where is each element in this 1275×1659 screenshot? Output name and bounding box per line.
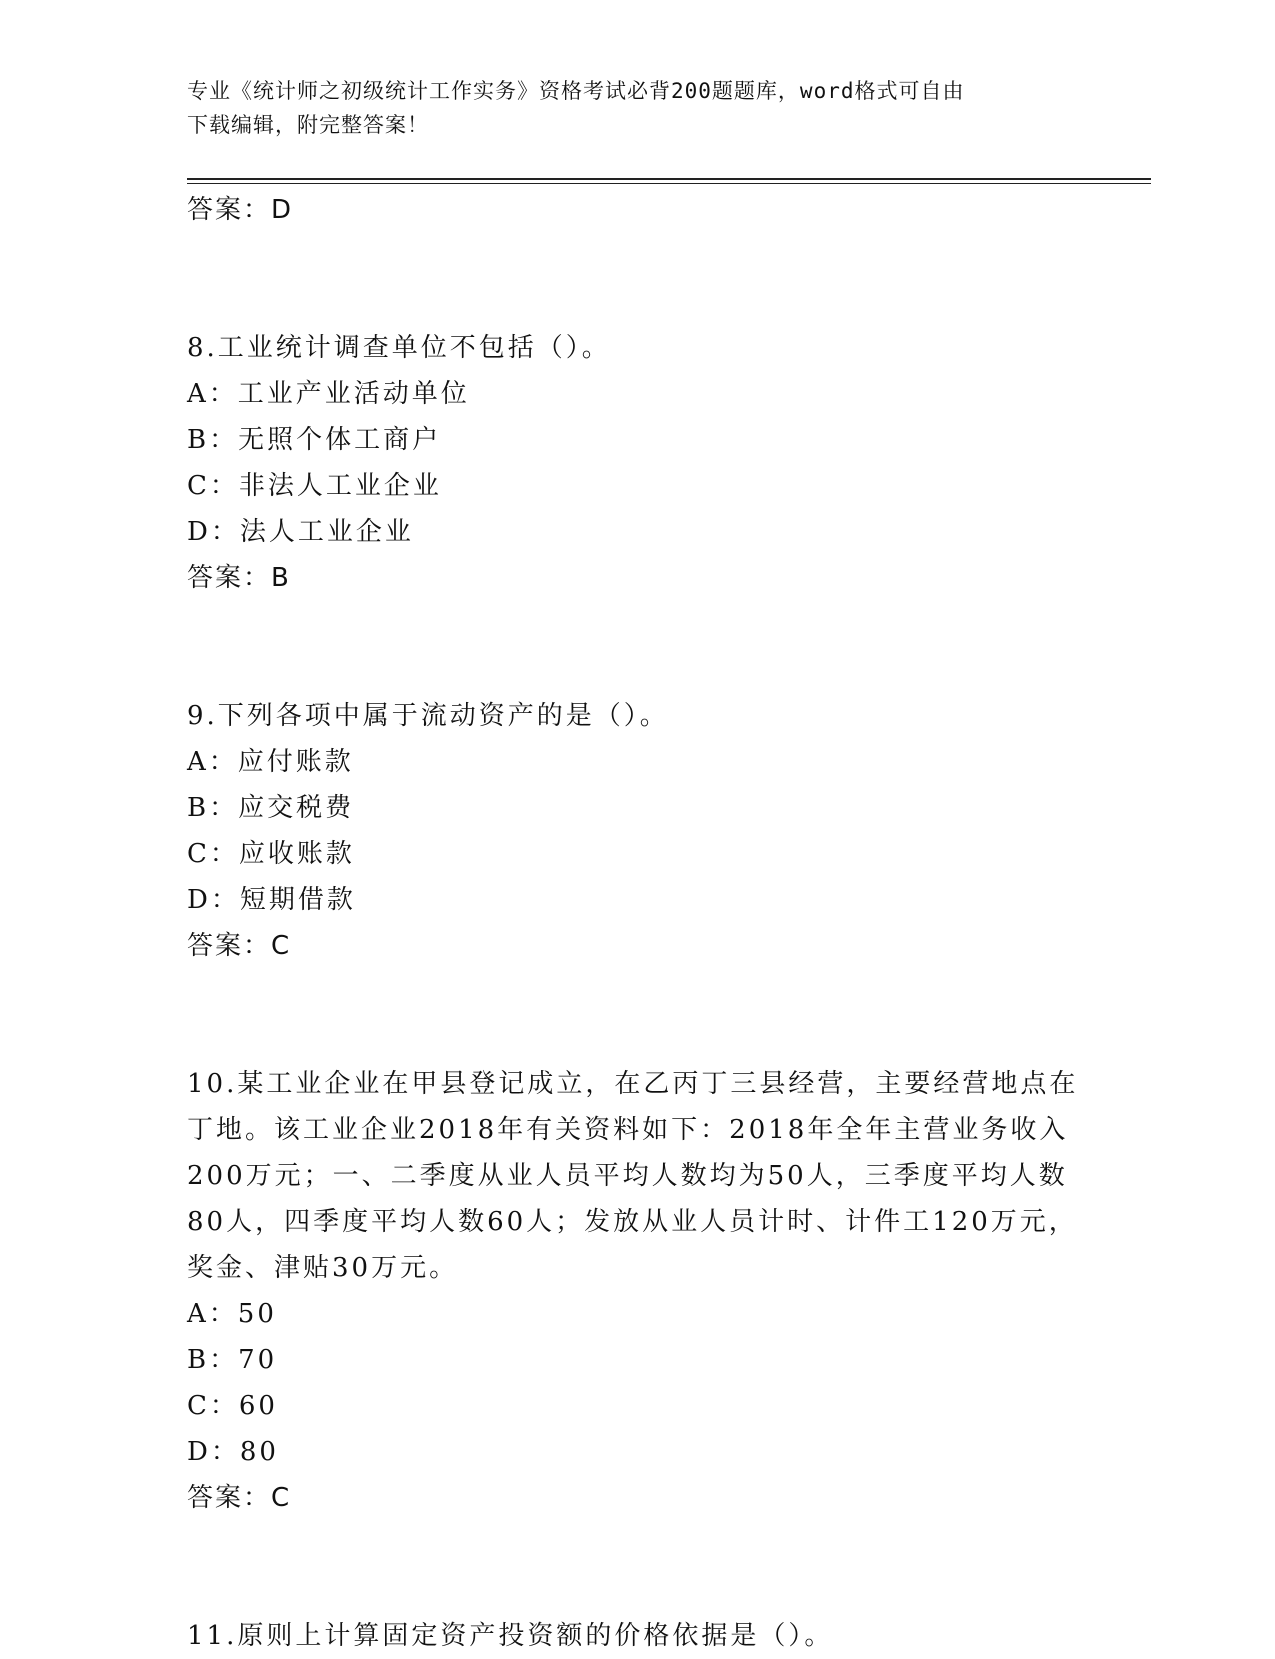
question-text: 9.下列各项中属于流动资产的是（）。 bbox=[187, 701, 669, 731]
question-10 bbox=[187, 1061, 1087, 1475]
question-text-line: 奖金、津贴30万元。 bbox=[187, 1253, 459, 1283]
header-rule-thin bbox=[187, 183, 1151, 184]
question-text-line: 80人，四季度平均人数60人；发放从业人员计时、计件工120万元， bbox=[187, 1207, 1078, 1237]
option-b: B：70 bbox=[187, 1345, 278, 1375]
option-a: A：应付账款 bbox=[187, 747, 354, 777]
option-d: D：80 bbox=[187, 1437, 279, 1467]
header-line-2: 下载编辑，附完整答案！ bbox=[187, 113, 429, 137]
option-c: C：非法人工业企业 bbox=[187, 471, 442, 501]
spacer bbox=[187, 1521, 1087, 1613]
option-d: D：短期借款 bbox=[187, 885, 356, 915]
document-body bbox=[187, 187, 1087, 1659]
header-rule-thick bbox=[187, 178, 1151, 180]
option-d: D：法人工业企业 bbox=[187, 517, 414, 547]
question-text: 11.原则上计算固定资产投资额的价格依据是（）。 bbox=[187, 1621, 834, 1651]
question-11 bbox=[187, 1613, 1087, 1659]
answer-10: 答案：C bbox=[187, 1483, 292, 1513]
option-a: A：工业产业活动单位 bbox=[187, 379, 470, 409]
question-text-line: 10.某工业企业在甲县登记成立，在乙丙丁三县经营，主要经营地点在 bbox=[187, 1069, 1079, 1099]
header-line-1: 专业《统计师之初级统计工作实务》资格考试必背200题题库，word格式可自由 bbox=[187, 79, 965, 103]
option-b: B：应交税费 bbox=[187, 793, 355, 823]
option-c: C：应收账款 bbox=[187, 839, 355, 869]
spacer bbox=[187, 601, 1087, 693]
question-text-line: 200万元；一、二季度从业人员平均人数均为50人，三季度平均人数 bbox=[187, 1161, 1068, 1191]
answer-previous: 答案：D bbox=[187, 195, 294, 225]
document-header bbox=[187, 74, 1067, 142]
answer-8: 答案：B bbox=[187, 563, 291, 593]
option-a: A：50 bbox=[187, 1299, 277, 1329]
question-9 bbox=[187, 693, 1087, 923]
answer-9: 答案：C bbox=[187, 931, 292, 961]
option-c: C：60 bbox=[187, 1391, 278, 1421]
spacer bbox=[187, 969, 1087, 1061]
question-8 bbox=[187, 325, 1087, 555]
question-text-line: 丁地。该工业企业2018年有关资料如下：2018年全年主营业务收入 bbox=[187, 1115, 1069, 1145]
spacer bbox=[187, 233, 1087, 325]
question-text: 8.工业统计调查单位不包括（）。 bbox=[187, 333, 611, 363]
option-b: B：无照个体工商户 bbox=[187, 425, 442, 455]
